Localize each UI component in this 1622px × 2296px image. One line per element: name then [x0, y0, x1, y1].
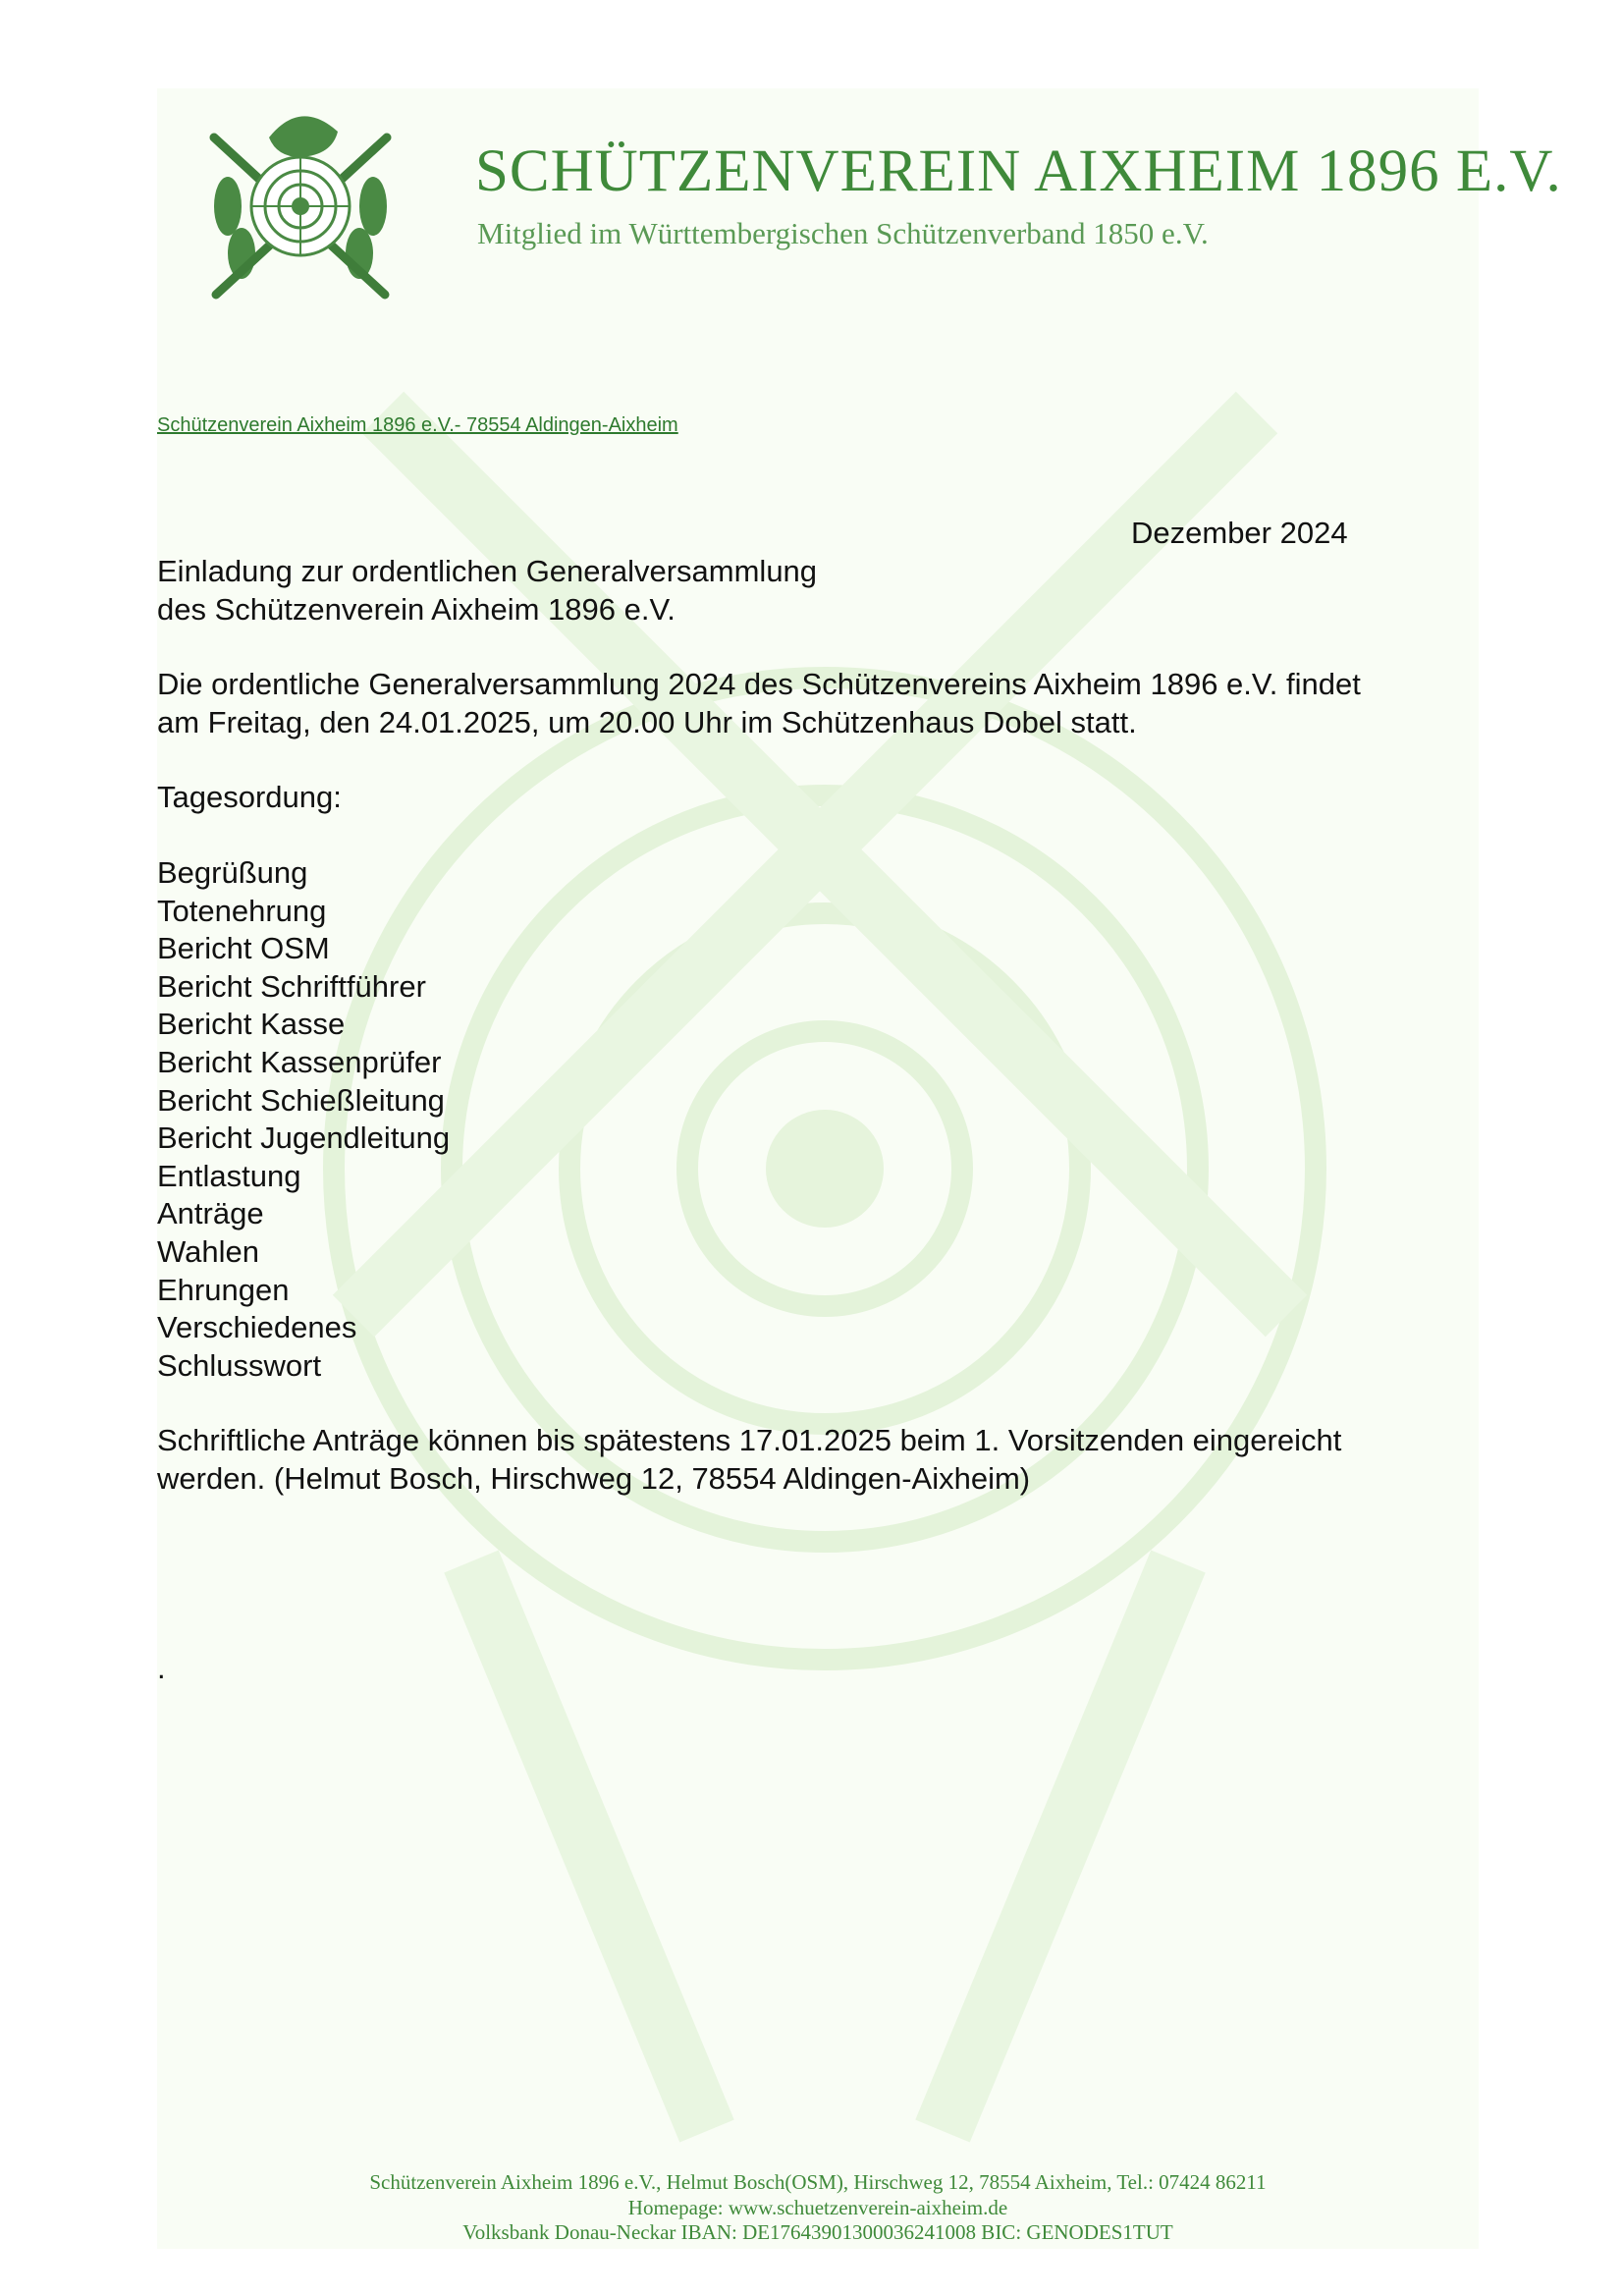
agenda-heading: Tagesordung:	[157, 780, 342, 814]
agenda-list	[157, 854, 450, 1385]
footer-bank-details: Volksbank Donau-Neckar IBAN: DE17643901300036241008 BIC: GENODES1TUT	[462, 2220, 1173, 2244]
agenda-item: Bericht Schießleitung	[157, 1082, 445, 1118]
federation-membership-subtitle: Mitglied im Württembergischen Schützenverband 1850 e.V.	[477, 216, 1209, 250]
agenda-item: Entlastung	[157, 1158, 301, 1193]
agenda-item: Bericht Kasse	[157, 1007, 346, 1042]
agenda-item: Bericht Jugendleitung	[157, 1121, 451, 1156]
closing-line: werden. (Helmut Bosch, Hirschweg 12, 78554 Aldingen-Aixheim)	[157, 1460, 1031, 1496]
footer-address: Schützenverein Aixheim 1896 e.V., Helmut Bosch(OSM), Hirschweg 12, 78554 Aixheim, Tel.: 07424 86211	[369, 2170, 1267, 2194]
club-logo-emblem	[192, 98, 408, 306]
sender-address-line: Schützenverein Aixheim 1896 e.V.- 78554 Aldingen-Aixheim	[157, 414, 678, 436]
club-name-heading: SCHÜTZENVEREIN AIXHEIM 1896 E.V.	[475, 138, 1562, 204]
agenda-item: Ehrungen	[157, 1272, 290, 1307]
agenda-item: Begrüßung	[157, 855, 308, 890]
agenda-item: Wahlen	[157, 1233, 259, 1269]
agenda-item: Anträge	[157, 1196, 264, 1231]
intro-line: am Freitag, den 24.01.2025, um 20.00 Uhr im Schützenhaus Dobel statt.	[157, 704, 1137, 739]
letter-date: Dezember 2024	[1131, 516, 1348, 550]
footer-homepage: Homepage: www.schuetzenverein-aixheim.de	[627, 2195, 1008, 2219]
subject-line: des Schützenverein Aixheim 1896 e.V.	[157, 591, 676, 627]
agenda-item: Bericht OSM	[157, 931, 330, 966]
trailing-mark: .	[157, 1651, 166, 1685]
letter-footer	[157, 2170, 1479, 2246]
intro-line: Die ordentliche Generalversammlung 2024 des Schützenvereins Aixheim 1896 e.V. findet	[157, 667, 1361, 701]
closing-line: Schriftliche Anträge können bis spätestens 17.01.2025 beim 1. Vorsitzenden eingereicht	[157, 1423, 1342, 1457]
intro-paragraph	[157, 666, 1361, 741]
closing-paragraph	[157, 1422, 1341, 1498]
letter-subject	[157, 553, 817, 629]
agenda-item: Bericht Kassenprüfer	[157, 1044, 442, 1079]
agenda-item: Schlusswort	[157, 1347, 322, 1383]
agenda-item: Bericht Schriftführer	[157, 968, 426, 1004]
agenda-item: Totenehrung	[157, 893, 327, 928]
agenda-item: Verschiedenes	[157, 1310, 357, 1345]
subject-line: Einladung zur ordentlichen Generalversammlung	[157, 554, 818, 588]
